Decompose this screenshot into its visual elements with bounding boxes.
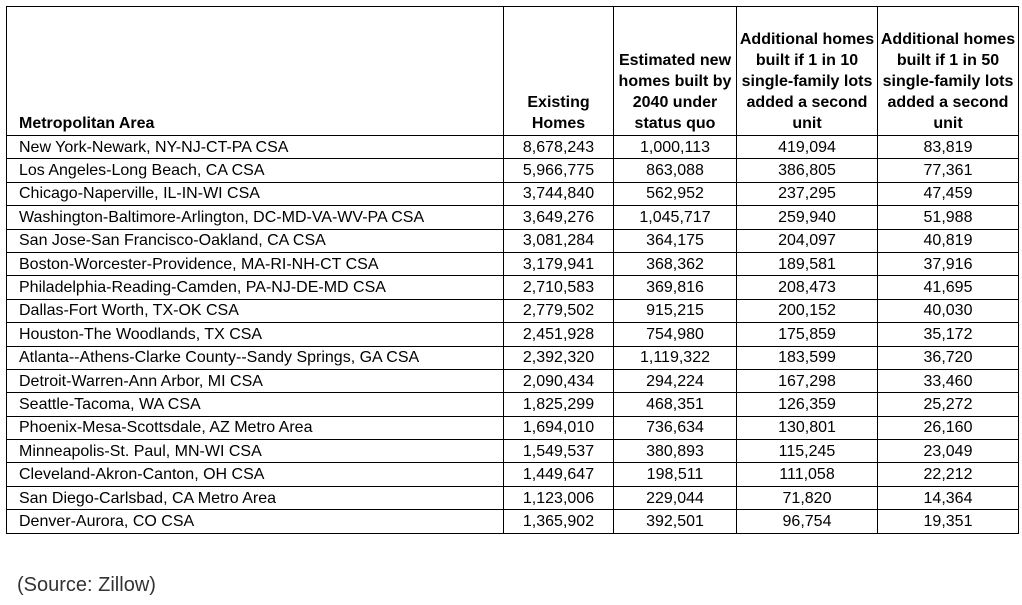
estimated-new-homes-cell: 198,511 [614, 463, 737, 486]
estimated-new-homes-cell: 1,045,717 [614, 206, 737, 229]
additional-1-in-10-cell: 71,820 [737, 486, 878, 509]
table-row [7, 440, 1019, 463]
existing-homes-cell: 1,123,006 [504, 486, 614, 509]
additional-1-in-10-cell: 183,599 [737, 346, 878, 369]
metro-area-cell: Atlanta--Athens-Clarke County--Sandy Springs, GA CSA [7, 346, 504, 369]
header-additional-1-in-50: Additional homes built if 1 in 50 single-family lots added a second unit [878, 7, 1019, 136]
table-row [7, 323, 1019, 346]
table-row [7, 486, 1019, 509]
additional-1-in-50-cell: 35,172 [878, 323, 1019, 346]
existing-homes-cell: 2,710,583 [504, 276, 614, 299]
metro-area-cell: Boston-Worcester-Providence, MA-RI-NH-CT CSA [7, 252, 504, 275]
additional-1-in-10-cell: 237,295 [737, 182, 878, 205]
additional-1-in-50-cell: 19,351 [878, 510, 1019, 533]
additional-1-in-10-cell: 386,805 [737, 159, 878, 182]
estimated-new-homes-cell: 369,816 [614, 276, 737, 299]
additional-1-in-10-cell: 96,754 [737, 510, 878, 533]
header-existing-homes: Existing Homes [504, 7, 614, 136]
existing-homes-cell: 2,090,434 [504, 369, 614, 392]
header-estimated-new-homes: Estimated new homes built by 2040 under status quo [614, 7, 737, 136]
additional-1-in-10-cell: 175,859 [737, 323, 878, 346]
existing-homes-cell: 1,694,010 [504, 416, 614, 439]
additional-1-in-50-cell: 25,272 [878, 393, 1019, 416]
estimated-new-homes-cell: 863,088 [614, 159, 737, 182]
additional-1-in-10-cell: 126,359 [737, 393, 878, 416]
table-row [7, 393, 1019, 416]
table-row [7, 252, 1019, 275]
metro-area-cell: Denver-Aurora, CO CSA [7, 510, 504, 533]
table-row [7, 136, 1019, 159]
additional-1-in-10-cell: 419,094 [737, 136, 878, 159]
table-row [7, 416, 1019, 439]
existing-homes-cell: 5,966,775 [504, 159, 614, 182]
additional-1-in-50-cell: 26,160 [878, 416, 1019, 439]
additional-1-in-50-cell: 14,364 [878, 486, 1019, 509]
metro-area-cell: Dallas-Fort Worth, TX-OK CSA [7, 299, 504, 322]
estimated-new-homes-cell: 1,000,113 [614, 136, 737, 159]
table-row [7, 346, 1019, 369]
table-row [7, 206, 1019, 229]
additional-1-in-50-cell: 47,459 [878, 182, 1019, 205]
additional-1-in-50-cell: 23,049 [878, 440, 1019, 463]
table-row [7, 159, 1019, 182]
table-row [7, 229, 1019, 252]
metro-area-cell: Seattle-Tacoma, WA CSA [7, 393, 504, 416]
existing-homes-cell: 1,365,902 [504, 510, 614, 533]
existing-homes-cell: 1,549,537 [504, 440, 614, 463]
additional-1-in-50-cell: 36,720 [878, 346, 1019, 369]
additional-1-in-10-cell: 189,581 [737, 252, 878, 275]
existing-homes-cell: 1,825,299 [504, 393, 614, 416]
estimated-new-homes-cell: 468,351 [614, 393, 737, 416]
header-additional-1-in-10: Additional homes built if 1 in 10 single-family lots added a second unit [737, 7, 878, 136]
estimated-new-homes-cell: 368,362 [614, 252, 737, 275]
metro-area-cell: Houston-The Woodlands, TX CSA [7, 323, 504, 346]
metro-area-cell: San Jose-San Francisco-Oakland, CA CSA [7, 229, 504, 252]
additional-1-in-10-cell: 200,152 [737, 299, 878, 322]
additional-1-in-10-cell: 204,097 [737, 229, 878, 252]
source-note: (Source: Zillow) [17, 574, 156, 596]
table-row [7, 299, 1019, 322]
metro-area-cell: New York-Newark, NY-NJ-CT-PA CSA [7, 136, 504, 159]
table-row [7, 463, 1019, 486]
estimated-new-homes-cell: 736,634 [614, 416, 737, 439]
additional-1-in-50-cell: 33,460 [878, 369, 1019, 392]
estimated-new-homes-cell: 1,119,322 [614, 346, 737, 369]
estimated-new-homes-cell: 754,980 [614, 323, 737, 346]
estimated-new-homes-cell: 229,044 [614, 486, 737, 509]
additional-1-in-10-cell: 130,801 [737, 416, 878, 439]
existing-homes-cell: 2,392,320 [504, 346, 614, 369]
existing-homes-cell: 3,744,840 [504, 182, 614, 205]
metro-area-cell: Chicago-Naperville, IL-IN-WI CSA [7, 182, 504, 205]
metro-area-cell: Detroit-Warren-Ann Arbor, MI CSA [7, 369, 504, 392]
additional-1-in-50-cell: 40,819 [878, 229, 1019, 252]
table-row [7, 182, 1019, 205]
metro-area-cell: Philadelphia-Reading-Camden, PA-NJ-DE-MD CSA [7, 276, 504, 299]
existing-homes-cell: 2,451,928 [504, 323, 614, 346]
estimated-new-homes-cell: 364,175 [614, 229, 737, 252]
estimated-new-homes-cell: 915,215 [614, 299, 737, 322]
additional-1-in-50-cell: 40,030 [878, 299, 1019, 322]
table-body [7, 136, 1019, 534]
additional-1-in-50-cell: 51,988 [878, 206, 1019, 229]
metro-area-cell: San Diego-Carlsbad, CA Metro Area [7, 486, 504, 509]
estimated-new-homes-cell: 380,893 [614, 440, 737, 463]
additional-1-in-50-cell: 22,212 [878, 463, 1019, 486]
metro-area-cell: Minneapolis-St. Paul, MN-WI CSA [7, 440, 504, 463]
additional-1-in-10-cell: 115,245 [737, 440, 878, 463]
additional-1-in-50-cell: 37,916 [878, 252, 1019, 275]
table-row [7, 369, 1019, 392]
table-row [7, 276, 1019, 299]
existing-homes-cell: 2,779,502 [504, 299, 614, 322]
estimated-new-homes-cell: 294,224 [614, 369, 737, 392]
metro-area-cell: Los Angeles-Long Beach, CA CSA [7, 159, 504, 182]
estimated-new-homes-cell: 562,952 [614, 182, 737, 205]
existing-homes-cell: 8,678,243 [504, 136, 614, 159]
metro-area-cell: Cleveland-Akron-Canton, OH CSA [7, 463, 504, 486]
metro-area-cell: Phoenix-Mesa-Scottsdale, AZ Metro Area [7, 416, 504, 439]
existing-homes-cell: 3,649,276 [504, 206, 614, 229]
additional-1-in-10-cell: 208,473 [737, 276, 878, 299]
additional-1-in-50-cell: 83,819 [878, 136, 1019, 159]
additional-1-in-10-cell: 167,298 [737, 369, 878, 392]
existing-homes-cell: 1,449,647 [504, 463, 614, 486]
additional-1-in-10-cell: 259,940 [737, 206, 878, 229]
existing-homes-cell: 3,081,284 [504, 229, 614, 252]
table-header-row [7, 7, 1019, 136]
additional-1-in-50-cell: 41,695 [878, 276, 1019, 299]
table-row [7, 510, 1019, 533]
metro-area-cell: Washington-Baltimore-Arlington, DC-MD-VA-WV-PA CSA [7, 206, 504, 229]
additional-1-in-10-cell: 111,058 [737, 463, 878, 486]
additional-1-in-50-cell: 77,361 [878, 159, 1019, 182]
metro-housing-table [6, 6, 1019, 534]
existing-homes-cell: 3,179,941 [504, 252, 614, 275]
header-metropolitan-area: Metropolitan Area [7, 7, 504, 136]
estimated-new-homes-cell: 392,501 [614, 510, 737, 533]
